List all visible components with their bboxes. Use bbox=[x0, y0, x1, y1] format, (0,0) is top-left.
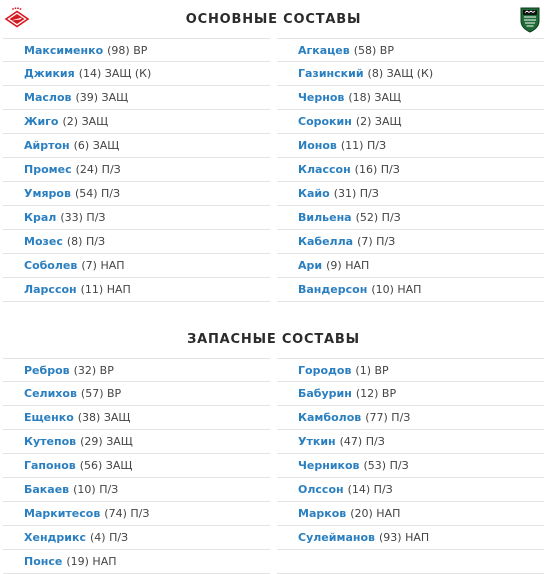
list-item bbox=[3, 550, 270, 574]
player-link[interactable]: Бакаев bbox=[24, 483, 70, 496]
list-item bbox=[277, 62, 544, 86]
spartak-logo-icon[interactable] bbox=[2, 4, 32, 34]
list-item bbox=[277, 230, 544, 254]
player-link[interactable]: Вандерсон bbox=[298, 283, 368, 296]
player-link[interactable]: Ионов bbox=[298, 139, 337, 152]
list-item bbox=[3, 430, 270, 454]
player-link[interactable]: Джикия bbox=[24, 67, 75, 80]
player-info: (20) НАП bbox=[350, 507, 401, 520]
player-info: (16) П/З bbox=[354, 163, 400, 176]
player-info: (11) НАП bbox=[80, 283, 131, 296]
player-info: (31) П/З bbox=[333, 187, 379, 200]
list-item bbox=[3, 62, 270, 86]
player-info: (10) НАП bbox=[371, 283, 422, 296]
away-subs-list bbox=[277, 358, 544, 574]
player-info: (93) НАП bbox=[379, 531, 430, 544]
player-link[interactable]: Агкацев bbox=[298, 43, 350, 57]
player-info: (8) П/З bbox=[66, 235, 105, 248]
player-info: (74) П/З bbox=[104, 507, 150, 520]
player-info: (57) ВР bbox=[80, 387, 122, 400]
main-lineups-header bbox=[0, 0, 547, 38]
list-item bbox=[277, 254, 544, 278]
list-item bbox=[277, 86, 544, 110]
list-item bbox=[3, 358, 270, 382]
main-lineups-title: ОСНОВНЫЕ СОСТАВЫ bbox=[185, 11, 362, 27]
player-info: (54) П/З bbox=[74, 187, 121, 200]
home-subs-list bbox=[3, 358, 270, 574]
away-main-list bbox=[277, 38, 544, 302]
player-info: (24) П/З bbox=[75, 163, 121, 176]
player-info: (53) П/З bbox=[363, 459, 409, 472]
player-info: (18) ЗАЩ bbox=[348, 91, 402, 104]
list-item bbox=[277, 206, 544, 230]
player-link[interactable]: Чернов bbox=[298, 91, 345, 104]
list-item bbox=[3, 406, 270, 430]
player-link[interactable]: Жиго bbox=[24, 115, 59, 128]
player-link[interactable]: Крал bbox=[24, 211, 57, 224]
empty-list-item bbox=[277, 550, 544, 574]
list-item bbox=[277, 358, 544, 382]
player-link[interactable]: Селихов bbox=[24, 387, 77, 400]
subs-title: ЗАПАСНЫЕ СОСТАВЫ bbox=[187, 331, 360, 347]
player-info: (38) ЗАЩ bbox=[77, 411, 131, 424]
player-info: (77) П/З bbox=[365, 411, 411, 424]
player-info: (56) ЗАЩ bbox=[79, 459, 133, 472]
player-link[interactable]: Сулейманов bbox=[298, 531, 375, 544]
list-item bbox=[277, 382, 544, 406]
player-info: (2) ЗАЩ bbox=[62, 115, 109, 128]
player-link[interactable]: Марков bbox=[298, 507, 347, 520]
section-spacer bbox=[0, 302, 547, 320]
player-info: (2) ЗАЩ bbox=[355, 115, 402, 128]
player-info: (4) П/З bbox=[90, 531, 129, 544]
list-item bbox=[3, 254, 270, 278]
player-info: (58) ВР bbox=[353, 43, 394, 57]
player-info: (39) ЗАЩ bbox=[75, 91, 129, 104]
list-item bbox=[3, 206, 270, 230]
player-link[interactable]: Кутепов bbox=[24, 435, 77, 448]
player-info: (32) ВР bbox=[73, 363, 114, 377]
player-link[interactable]: Понсе bbox=[24, 555, 63, 568]
player-info: (9) НАП bbox=[326, 259, 370, 272]
player-link[interactable]: Классон bbox=[298, 163, 351, 176]
player-link[interactable]: Ребров bbox=[24, 363, 70, 377]
player-link[interactable]: Ларссон bbox=[24, 283, 77, 296]
list-item bbox=[277, 110, 544, 134]
list-item bbox=[277, 454, 544, 478]
list-item bbox=[3, 86, 270, 110]
player-info: (14) П/З bbox=[347, 483, 393, 496]
player-link[interactable]: Олссон bbox=[298, 483, 344, 496]
list-item bbox=[3, 478, 270, 502]
list-item bbox=[3, 134, 270, 158]
player-link[interactable]: Максименко bbox=[24, 43, 104, 57]
player-link[interactable]: Маслов bbox=[24, 91, 72, 104]
list-item bbox=[277, 526, 544, 550]
player-link[interactable]: Хендрикс bbox=[24, 531, 86, 544]
player-info: (47) П/З bbox=[339, 435, 385, 448]
list-item bbox=[3, 502, 270, 526]
krasnodar-logo-icon[interactable] bbox=[515, 4, 545, 34]
player-info: (7) НАП bbox=[81, 259, 125, 272]
player-link[interactable]: Айртон bbox=[24, 139, 70, 152]
player-link[interactable]: Гапонов bbox=[24, 459, 76, 472]
main-lineups-grid bbox=[0, 38, 547, 302]
player-link[interactable]: Кайо bbox=[298, 187, 330, 200]
list-item bbox=[3, 382, 270, 406]
player-link[interactable]: Ещенко bbox=[24, 411, 74, 424]
player-info: (8) ЗАЩ (К) bbox=[367, 67, 434, 80]
list-item bbox=[277, 158, 544, 182]
player-link[interactable]: Кабелла bbox=[298, 235, 354, 248]
player-link[interactable]: Городов bbox=[298, 363, 352, 377]
player-link[interactable]: Умяров bbox=[24, 187, 71, 200]
list-item bbox=[3, 526, 270, 550]
player-link[interactable]: Мозес bbox=[24, 235, 63, 248]
subs-grid bbox=[0, 358, 547, 574]
home-main-list bbox=[3, 38, 270, 302]
list-item bbox=[277, 478, 544, 502]
player-link[interactable]: Черников bbox=[298, 459, 360, 472]
player-info: (98) ВР bbox=[107, 43, 148, 57]
player-link[interactable]: Ари bbox=[298, 259, 323, 272]
player-info: (12) ВР bbox=[355, 387, 397, 400]
subs-header bbox=[0, 320, 547, 358]
list-item bbox=[277, 430, 544, 454]
player-info: (29) ЗАЩ bbox=[80, 435, 133, 448]
player-info: (6) ЗАЩ bbox=[73, 139, 120, 152]
list-item bbox=[277, 278, 544, 302]
player-link[interactable]: Уткин bbox=[298, 435, 336, 448]
list-item bbox=[277, 182, 544, 206]
player-link[interactable]: Соболев bbox=[24, 259, 78, 272]
player-info: (10) П/З bbox=[73, 483, 119, 496]
list-item bbox=[277, 406, 544, 430]
player-info: (14) ЗАЩ (К) bbox=[78, 67, 152, 80]
list-item bbox=[3, 230, 270, 254]
player-link[interactable]: Вильена bbox=[298, 211, 352, 224]
player-info: (7) П/З bbox=[357, 235, 396, 248]
list-item bbox=[3, 182, 270, 206]
player-link[interactable]: Сорокин bbox=[298, 115, 352, 128]
player-link[interactable]: Промес bbox=[24, 163, 72, 176]
player-info: (11) П/З bbox=[340, 139, 386, 152]
player-info: (33) П/З bbox=[60, 211, 106, 224]
list-item bbox=[3, 158, 270, 182]
player-info: (1) ВР bbox=[355, 363, 389, 377]
list-item bbox=[3, 38, 270, 62]
list-item bbox=[3, 110, 270, 134]
list-item bbox=[277, 38, 544, 62]
player-info: (52) П/З bbox=[355, 211, 401, 224]
player-link[interactable]: Камболов bbox=[298, 411, 362, 424]
player-link[interactable]: Бабурин bbox=[298, 387, 352, 400]
list-item bbox=[3, 278, 270, 302]
list-item bbox=[3, 454, 270, 478]
player-link[interactable]: Маркитесов bbox=[24, 507, 101, 520]
list-item bbox=[277, 502, 544, 526]
list-item bbox=[277, 134, 544, 158]
player-info: (19) НАП bbox=[66, 555, 117, 568]
player-link[interactable]: Газинский bbox=[298, 67, 364, 80]
